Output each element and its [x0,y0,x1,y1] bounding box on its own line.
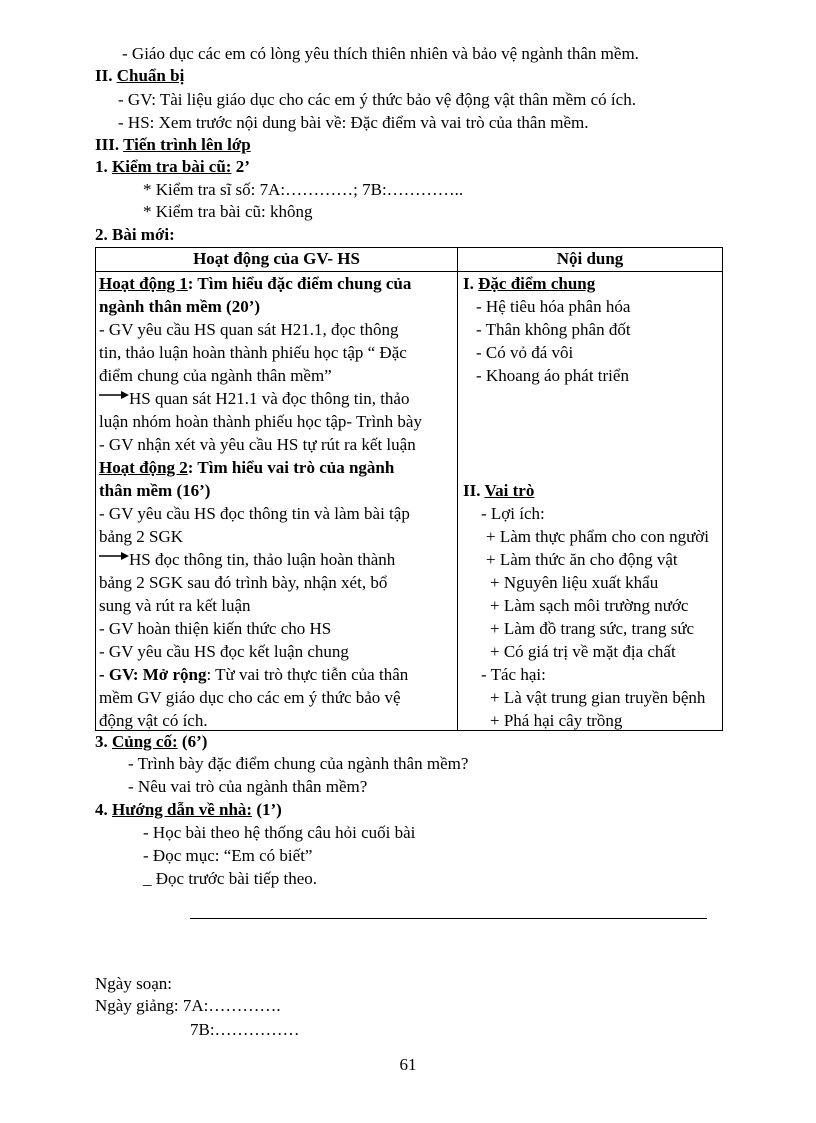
prep-student-line: - HS: Xem trước nội dung bài về: Đặc điểm và vai trò của thân mềm. [118,113,589,132]
lesson-activity-table [95,247,723,731]
activity-line: - GV hoàn thiện kiến thức cho HS [99,618,332,638]
objective-line: - Giáo dục các em có lòng yêu thích thiên nhiên và bảo vệ ngành thân mềm. [122,44,639,63]
activity-line: HS quan sát H21.1 và đọc thông tin, thảo [99,388,409,411]
old-lesson-line: * Kiểm tra bài cũ: không [143,202,313,221]
divider-line [190,918,707,919]
activity-line: mềm GV giáo dục cho các em ý thức bảo vệ [99,687,401,707]
content-line: - Lợi ích: [481,503,545,523]
attendance-line: * Kiểm tra sĩ số: 7A:…………; 7B:………….. [143,180,464,199]
arrow-right-icon [99,551,129,561]
prep-teacher-line: - GV: Tài liệu giáo dục cho các em ý thức bảo vệ động vật thân mềm có ích. [118,90,636,109]
consolidate-question: - Trình bày đặc điểm chung của ngành thân mềm? [128,754,469,773]
teach-date-7b: 7B:…………… [190,1020,300,1039]
activity-line: HS đọc thông tin, thảo luận hoàn thành [99,549,395,572]
activity-line: - GV: Mở rộng: Từ vai trò thực tiễn của thân [99,664,409,684]
subheading-new-lesson: 2. Bài mới: [95,225,175,244]
activity-line: - GV yêu cầu HS đọc kết luận chung [99,641,349,661]
section-heading-preparation: II. Chuẩn bị [95,66,185,85]
table-header-content: Nội dung [458,248,723,272]
content-line: + Có giá trị về mặt địa chất [490,641,676,661]
activity-line: sung và rút ra kết luận [99,595,251,615]
homework-line: - Đọc mục: “Em có biết” [143,846,313,865]
activity-line: động vật có ích. [99,710,208,730]
content-line: - Tác hại: [481,664,546,684]
activity-1-title: Hoạt động 1: Tìm hiểu đặc điểm chung của [99,273,412,293]
content-line: + Nguyên liệu xuất khẩu [490,572,659,592]
content-line: - Hệ tiêu hóa phân hóa [476,296,631,316]
content-line: - Khoang áo phát triển [476,365,629,385]
content-heading-role: II. Vai trò [463,480,535,500]
content-line: - Thân không phân đốt [476,319,631,339]
subheading-homework: 4. Hướng dẫn về nhà: (1’) [95,800,282,819]
content-heading-characteristics: I. Đặc điểm chung [463,273,596,293]
content-line: - Có vỏ đá vôi [476,342,574,362]
activity-line: bảng 2 SGK [99,526,184,546]
homework-line: - Học bài theo hệ thống câu hỏi cuối bài [143,823,416,842]
content-line: + Phá hại cây trồng [490,710,623,730]
content-line: + Làm thức ăn cho động vật [486,549,678,569]
content-cell [458,271,723,730]
activity-line: tin, thảo luận hoàn thành phiếu học tập “ Đặc [99,342,407,362]
activity-line: - GV yêu cầu HS quan sát H21.1, đọc thông [99,319,399,339]
activity-line: luận nhóm hoàn thành phiếu học tập- Trình bày [99,411,422,431]
subheading-consolidate: 3. Củng cố: (6’) [95,732,208,751]
content-line: + Làm sạch môi trường nước [490,595,689,615]
activity-line: bảng 2 SGK sau đó trình bày, nhận xét, bổ [99,572,388,592]
page-number: 61 [399,1055,417,1074]
activity-1-subtitle: ngành thân mềm (20’) [99,296,261,316]
activities-cell [96,271,458,730]
prep-date-label: Ngày soạn: [95,974,172,993]
activity-line: - GV nhận xét và yêu cầu HS tự rút ra kết luận [99,434,416,454]
content-line: + Là vật trung gian truyền bệnh [490,687,706,707]
section-heading-process: III. Tiến trình lên lớp [95,135,251,154]
activity-line: điểm chung của ngành thân mềm” [99,365,332,385]
content-line: + Làm đồ trang sức, trang sức [490,618,695,638]
consolidate-question: - Nêu vai trò của ngành thân mềm? [128,777,368,796]
activity-2-title: Hoạt động 2: Tìm hiểu vai trò của ngành [99,457,395,477]
teach-date-7a: Ngày giảng: 7A:…………. [95,996,281,1015]
content-line: + Làm thực phẩm cho con người [486,526,710,546]
activity-2-subtitle: thân mềm (16’) [99,480,211,500]
arrow-right-icon [99,390,129,400]
activity-line: - GV yêu cầu HS đọc thông tin và làm bài tập [99,503,410,523]
homework-line: _ Đọc trước bài tiếp theo. [143,869,317,888]
table-header-activities: Hoạt động của GV- HS [96,248,458,272]
subheading-check-old-lesson: 1. Kiểm tra bài cũ: 2’ [95,157,250,176]
